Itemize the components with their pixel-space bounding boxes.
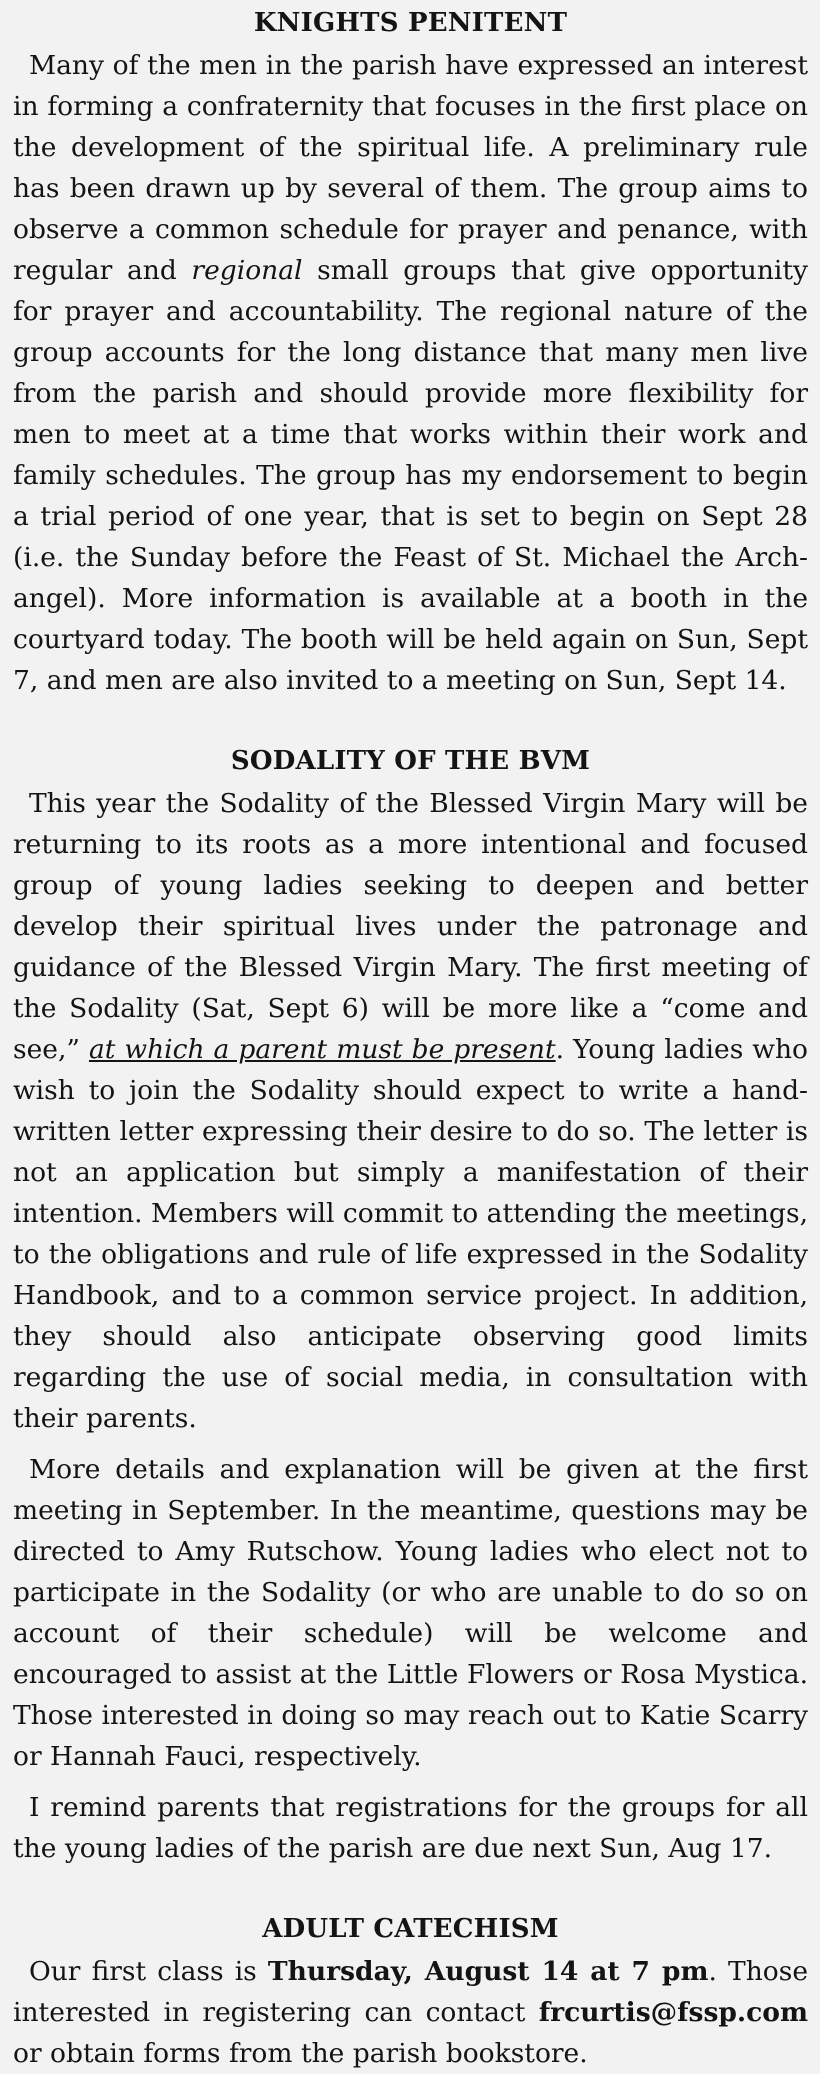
class-date: Thursday, August 14 at 7 pm xyxy=(267,1956,709,1987)
adult-catechism-section xyxy=(13,1907,808,2074)
sodality-paragraph-3: I remind parents that registrations for the groups for all the young ladies of the parish are due next Sun, Aug 17. xyxy=(13,1792,808,1864)
paragraph-text: Our first class is xyxy=(29,1956,268,1987)
section-title: SODALITY OF THE BVM xyxy=(230,746,591,776)
paragraph-text: or obtain forms from the parish bookstore. xyxy=(13,2038,588,2069)
contact-email: frcurtis@fssp.com xyxy=(538,1997,808,2028)
paragraph-text: small groups that give opportunity for prayer and accountability. The regional nature of the group accounts for the long distance that many men live from the parish and should provide more flexibility for men to meet at a time that works within their work and family schedules. The group has my endorsement to begin a trial period of one year, that is set to begin on Sept 28 (i.e. the Sunday before the Feast of St. Michael the Arch-angel). More information is available at a booth in the courtyard today. The booth will be held again on Sun, Sept 7, and men are also invited to a meeting on Sun, Sept 14. xyxy=(13,255,808,696)
knights-penitent-paragraph xyxy=(13,45,808,701)
emphasis-parent-present: at which a parent must be present xyxy=(88,1034,556,1065)
sodality-paragraph-1 xyxy=(13,783,808,1439)
paragraph-text: This year the Sodality of the Blessed Virgin Mary will be returning to its roots as a more intentional and focused group of young ladies seeking to deepen and better develop their spiritual lives under the patronage and guidance of the Blessed Virgin Mary. The first meeting of the Sodality (Sat, Sept 6) will be more like a “come and see,” xyxy=(13,788,808,1065)
knights-penitent-section xyxy=(13,0,808,701)
section-title: KNIGHTS PENITENT xyxy=(253,8,568,38)
sodality-section xyxy=(13,739,808,1869)
paragraph-text: Many of the men in the parish have expressed an interest in forming a confraternity that focuses in the first place on the development of the spiritual life. A preliminary rule has been drawn up by several of them. The group aims to observe a common schedule for prayer and penance, with regular and xyxy=(13,50,808,286)
paragraph-text: . Those interested in registering can contact xyxy=(13,1956,808,2028)
section-title: ADULT CATECHISM xyxy=(262,1914,559,1944)
adult-catechism-paragraph xyxy=(13,1951,808,2074)
sodality-paragraph-2: More details and explanation will be given at the first meeting in September. In the meantime, questions may be directed to Amy Rutschow. Young ladies who elect not to participate in the Sodality (or who are unable to do so on account of their schedule) will be welcome and encouraged to assist at the Little Flowers or Rosa Mystica. Those interested in doing so may reach out to Katie Scarry or Hannah Fauci, respectively. xyxy=(13,1454,808,1772)
paragraph-text: . Young ladies who wish to join the Sodality should expect to write a hand-written letter expressing their desire to do so. The letter is not an application but simply a manifestation of their intention. Members will commit to attending the meetings, to the obligations and rule of life expressed in the Sodality Handbook, and to a common service project. In addition, they should also anticipate observing good limits regarding the use of social media, in consultation with their parents. xyxy=(13,1034,809,1434)
emphasis-regional: regional xyxy=(191,255,303,286)
